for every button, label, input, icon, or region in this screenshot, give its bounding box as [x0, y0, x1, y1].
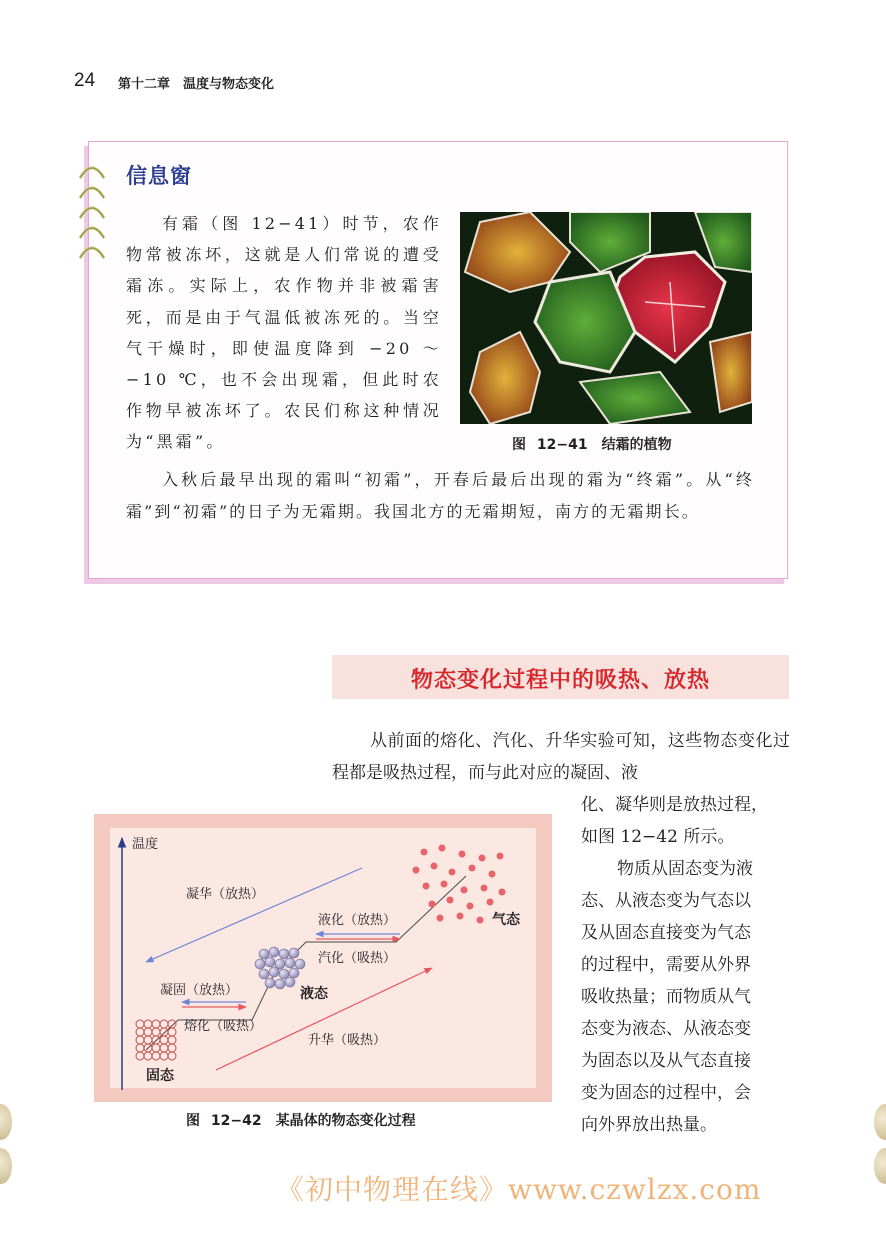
- margin-tab-icon: [0, 1148, 12, 1184]
- margin-tab-icon: [0, 1104, 12, 1140]
- frost-plant-photo: [460, 212, 752, 424]
- body-line: 态、从液态变为气态以: [581, 891, 751, 911]
- body-line: 为固态以及从气态直接: [581, 1051, 751, 1071]
- body-right-column: [581, 789, 790, 1141]
- body-line: 及从固态直接变为气态: [581, 923, 751, 943]
- chapter-title: 第十二章 温度与物态变化: [118, 77, 275, 92]
- liquid-label: 液态: [300, 986, 328, 1002]
- body-line: 的过程中，需要从外界: [581, 955, 751, 975]
- page-number: 24: [74, 70, 96, 91]
- condensation-label: 液化（放热）: [318, 913, 397, 928]
- melting-label: 熔化（吸热）: [184, 1019, 263, 1034]
- body-line: 吸收热量；而物质从气: [581, 987, 751, 1007]
- body-paragraph-1: 从前面的熔化、汽化、升华实验可知，这些物态变化过程都是吸热过程，而与此对应的凝固、液: [332, 731, 790, 783]
- margin-tab-icon: [874, 1104, 886, 1140]
- info-window-title: 信息窗: [126, 164, 192, 188]
- body-line: 化、凝华则是放热过程，: [581, 795, 768, 815]
- section-title: 物态变化过程中的吸热、放热: [410, 668, 710, 693]
- body-line: 如图 12−42 所示。: [581, 827, 735, 847]
- solid-label: 固态: [146, 1068, 174, 1084]
- body-line: 态变为液态、从液态变: [581, 1019, 751, 1039]
- body-line: 物质从固态变为液: [617, 859, 753, 879]
- binder-rings-icon: [74, 160, 110, 264]
- sublimation-label: 升华（吸热）: [308, 1033, 387, 1048]
- body-line: 向外界放出热量。: [581, 1115, 717, 1135]
- solidification-label: 凝固（放热）: [160, 983, 239, 998]
- info-paragraph-2: 入秋后最早出现的霜叫“初霜”，开春后最后出现的霜为“终霜”。从“终霜”到“初霜”的日子为无霜期。我国北方的无霜期短，南方的无霜期长。: [126, 470, 754, 521]
- margin-tab-icon: [874, 1148, 886, 1184]
- photo-caption: 图 12−41 结霜的植物: [512, 437, 672, 453]
- state-change-diagram: [94, 814, 552, 1102]
- vaporization-label: 汽化（吸热）: [318, 951, 397, 966]
- info-paragraph-1: 有霜（图 12−41）时节，农作物常被冻坏，这就是人们常说的遭受霜冻。实际上，农作物并非被霜害死，而是由于气温低被冻死的。当空气干燥时，即使温度降到 −20 ～ −10 ℃，也不会出现霜，但此时农作物早被冻坏了。农民们称这种情况为“黑霜”。: [126, 214, 442, 452]
- body-line: 变为固态的过程中，会: [581, 1083, 751, 1103]
- figure-caption: 图 12−42 某晶体的物态变化过程: [186, 1113, 416, 1129]
- watermark: 《初中物理在线》www.czwlzx.com: [276, 1173, 762, 1206]
- temperature-axis-label: 温度: [132, 837, 159, 852]
- gas-label: 气态: [492, 912, 520, 928]
- deposition-label: 凝华（放热）: [186, 887, 265, 902]
